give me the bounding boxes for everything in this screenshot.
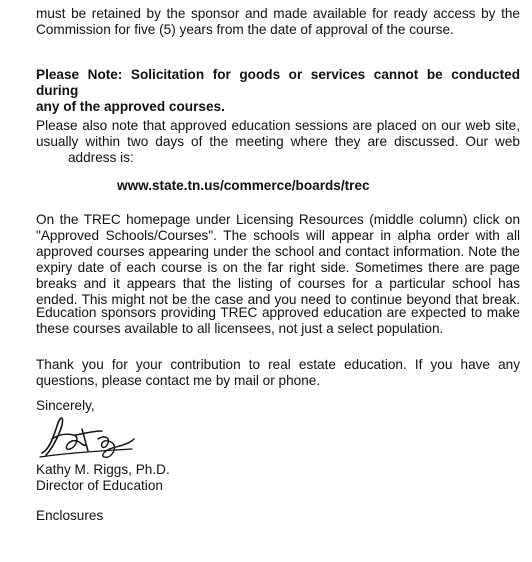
paragraph-website <box>36 118 520 166</box>
text-line: usually within two days of the meeting where they are discussed. Our web <box>36 134 520 149</box>
text-line: Education sponsors providing TREC approved education are expected to make <box>36 305 520 320</box>
signer-name: Kathy M. Riggs, Ph.D. <box>36 462 170 477</box>
paragraph-instructions <box>36 212 520 308</box>
text-line: approved courses appearing under the school and contact information. Note the <box>36 244 520 259</box>
paragraph-sponsors <box>36 305 520 337</box>
web-address: www.state.tn.us/commerce/boards/trec <box>117 178 370 193</box>
text-line: must be retained by the sponsor and made available for ready access by the <box>36 6 520 21</box>
text-line: On the TREC homepage under Licensing Resources (middle column) click on <box>36 212 520 227</box>
signer-title: Director of Education <box>36 478 163 493</box>
text-line: these courses available to all licensees, not just a select population. <box>36 321 444 336</box>
closing: Sincerely, <box>36 398 95 413</box>
text-line: ended. This might not be the case and you need to continue beyond that break. <box>36 292 520 307</box>
text-line: breaks and it appears that the listing of courses for a particular school has <box>36 276 520 291</box>
text-line: questions, please contact me by mail or phone. <box>36 373 321 388</box>
text-line: Commission for five (5) years from the date of approval of the course. <box>36 22 454 37</box>
text-line: address is: <box>68 150 134 165</box>
solicitation-note <box>36 67 520 115</box>
text-line: "Approved Schools/Courses". The schools will appear in alpha order with all <box>36 228 520 243</box>
handwritten-signature <box>36 409 136 463</box>
text-line: Please Note: Solicitation for goods or services cannot be conducted during <box>36 67 520 98</box>
text-line: any of the approved courses. <box>36 99 225 114</box>
paragraph-record-retention <box>36 6 520 38</box>
text-line: Please also note that approved education sessions are placed on our web site, <box>36 118 520 133</box>
paragraph-thanks <box>36 357 520 389</box>
text-line: Thank you for your contribution to real estate education. If you have any <box>36 357 520 372</box>
enclosures-note: Enclosures <box>36 508 104 523</box>
text-line: expiry date of each course is on the far right side. Sometimes there are page <box>36 260 520 275</box>
